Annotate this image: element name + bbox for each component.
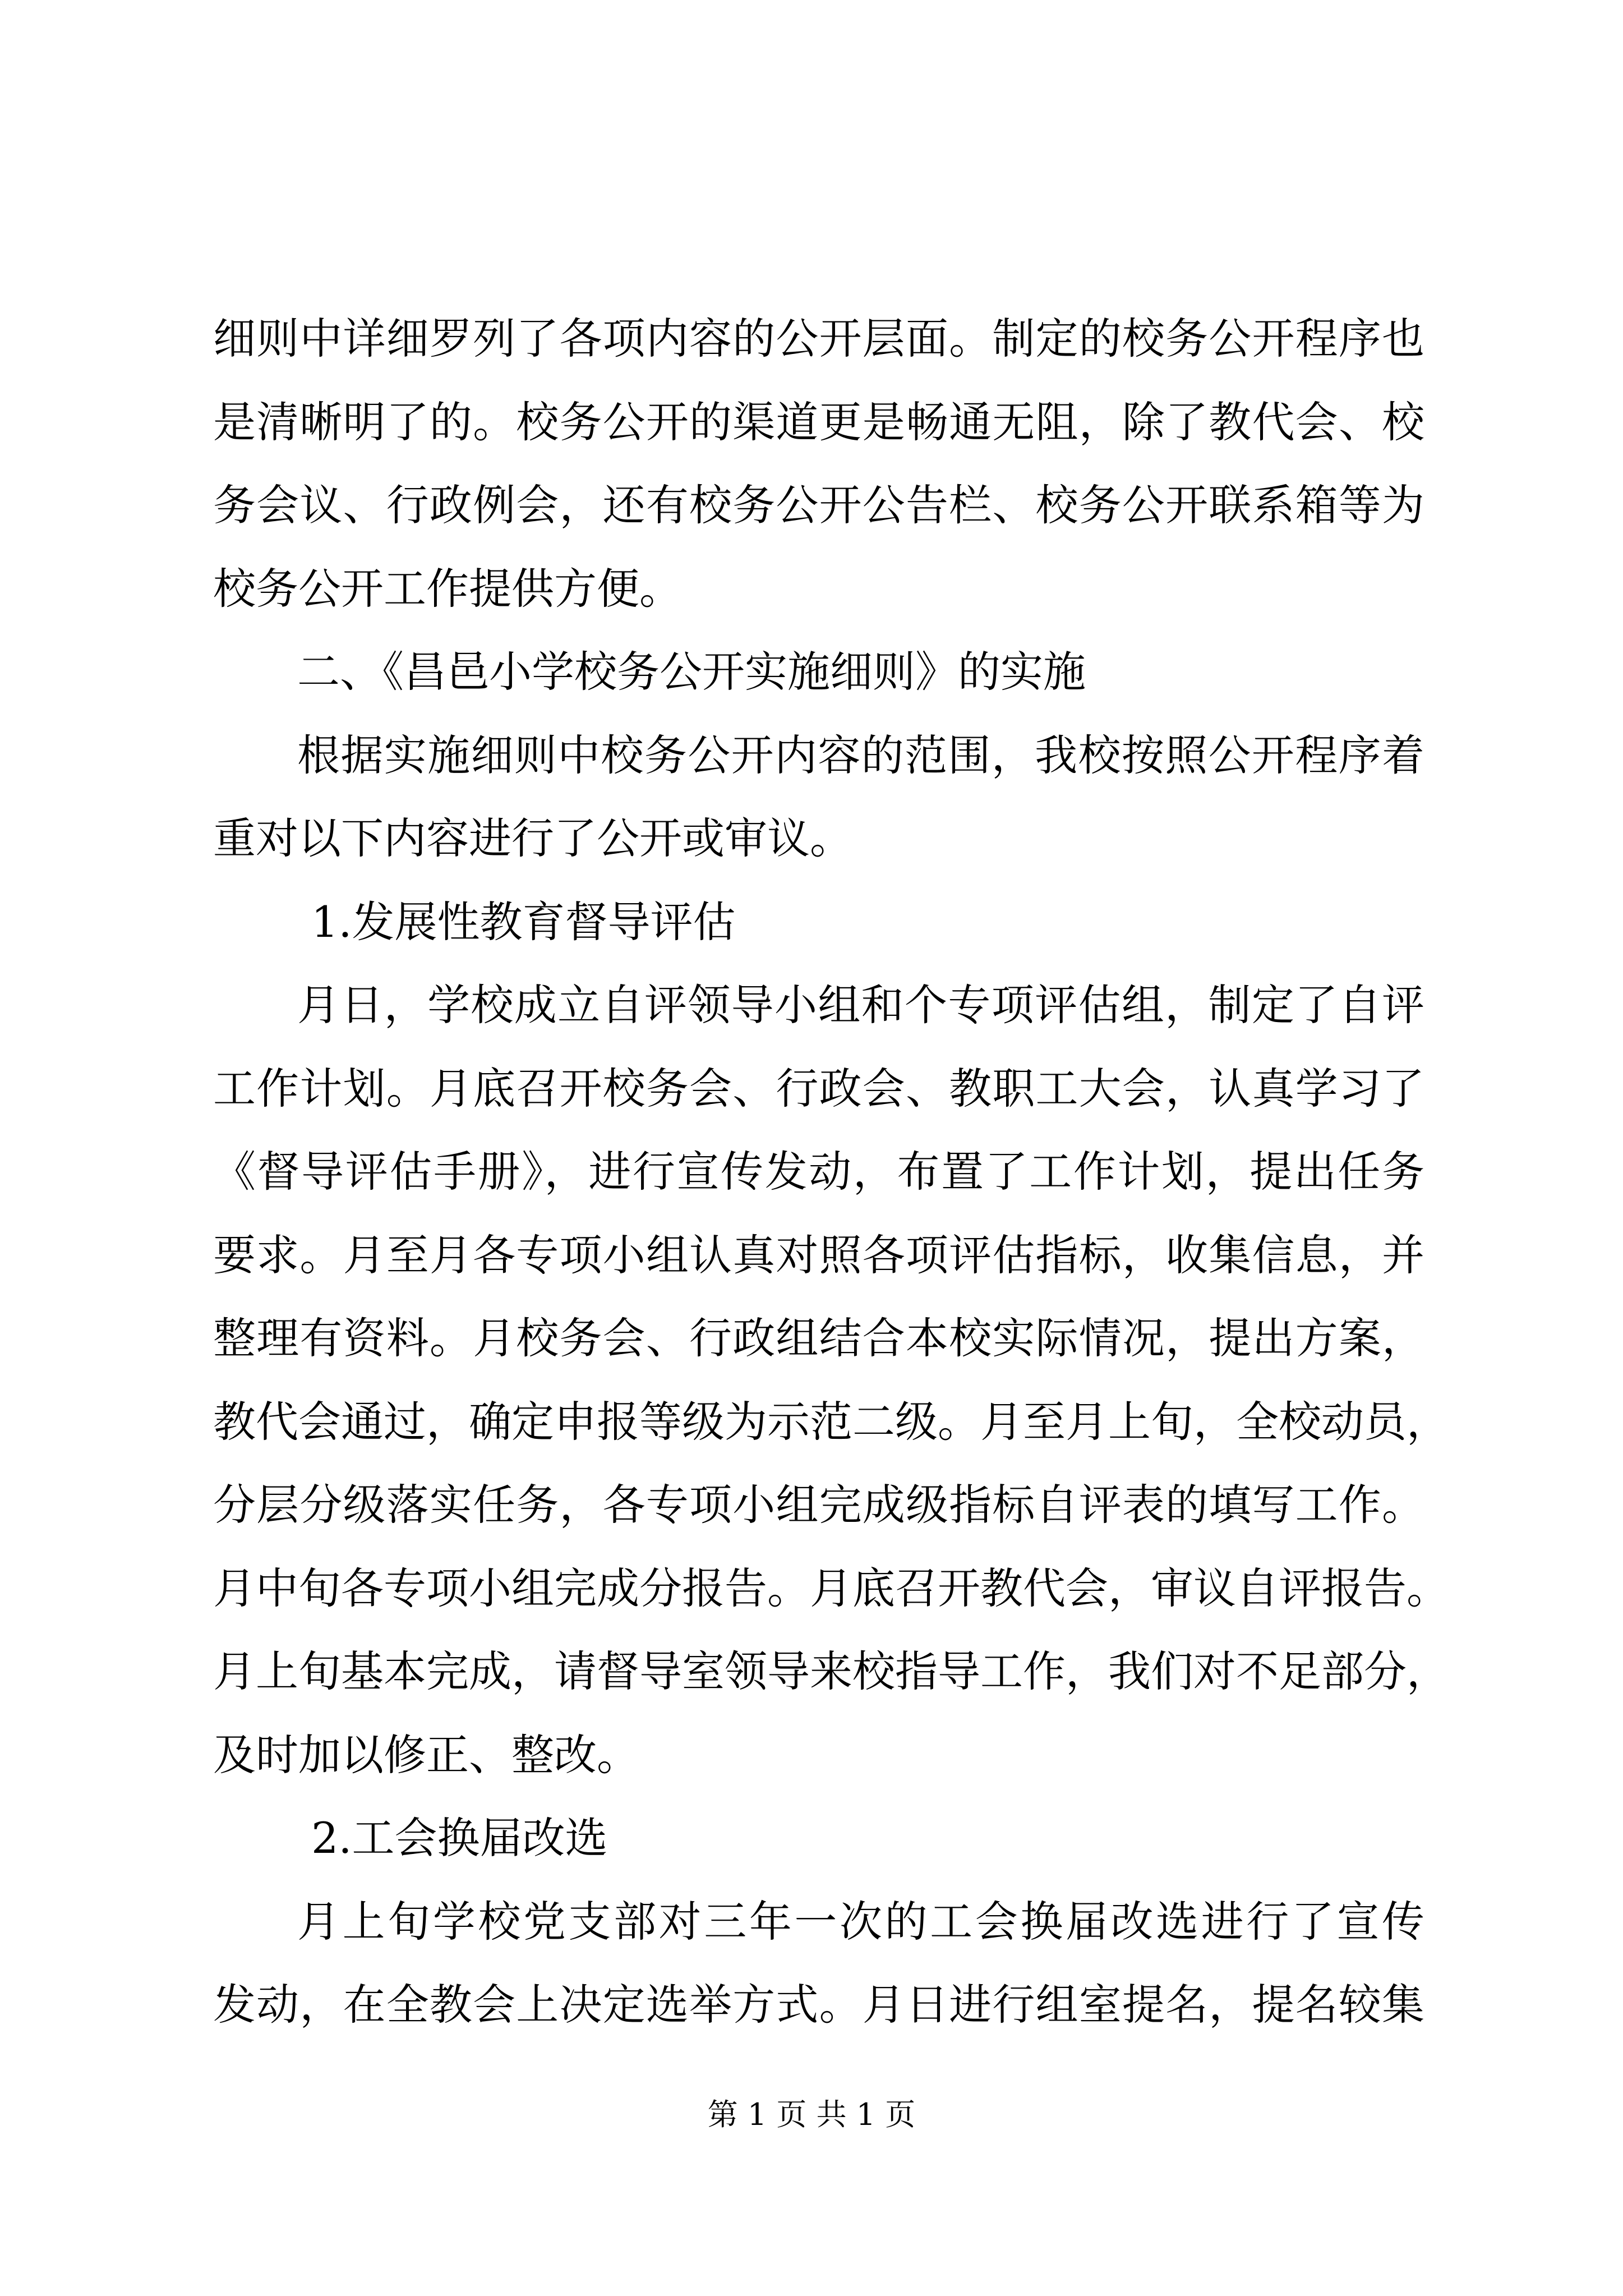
paragraph-line: 务会议、行政例会，还有校务公开公告栏、校务公开联系箱等为	[213, 480, 1424, 530]
paragraph-line: 月日，学校成立自评领导小组和个专项评估组，制定了自评	[297, 980, 1424, 1030]
paragraph-line: 分层分级落实任务，各专项小组完成级指标自评表的填写工作。	[213, 1480, 1424, 1530]
subsection-heading: 2.工会换届改选	[311, 1813, 608, 1863]
paragraph-line: 月上旬学校党支部对三年一次的工会换届改选进行了宣传	[297, 1896, 1424, 1947]
paragraph-line: 月上旬基本完成，请督导室领导来校指导工作，我们对不足部分，	[213, 1646, 1449, 1696]
paragraph-line: 整理有资料。月校务会、行政组结合本校实际情况，提出方案，	[213, 1313, 1424, 1363]
paragraph-line: 校务公开工作提供方便。	[213, 563, 682, 614]
paragraph-line: 月中旬各专项小组完成分报告。月底召开教代会，审议自评报告。	[213, 1563, 1449, 1613]
paragraph-line: 细则中详细罗列了各项内容的公开层面。制定的校务公开程序也	[213, 314, 1424, 364]
paragraph-line: 教代会通过，确定申报等级为示范二级。月至月上旬，全校动员，	[213, 1396, 1449, 1447]
paragraph-line: 要求。月至月各专项小组认真对照各项评估指标，收集信息，并	[213, 1230, 1424, 1280]
page-footer: 第 1 页 共 1 页	[707, 2097, 916, 2132]
paragraph-line: 发动，在全教会上决定选举方式。月日进行组室提名，提名较集	[213, 1980, 1424, 2030]
paragraph-line: 工作计划。月底召开校务会、行政会、教职工大会，认真学习了	[213, 1063, 1424, 1114]
paragraph-line: 《督导评估手册》，进行宣传发动，布置了工作计划，提出任务	[213, 1147, 1424, 1197]
paragraph-line: 是清晰明了的。校务公开的渠道更是畅通无阻，除了教代会、校	[213, 397, 1424, 447]
subsection-heading: 1.发展性教育督导评估	[311, 896, 736, 947]
paragraph-line: 重对以下内容进行了公开或审议。	[213, 813, 852, 863]
paragraph-line: 及时加以修正、整改。	[213, 1729, 639, 1780]
section-heading: 二、《昌邑小学校务公开实施细则》的实施	[297, 647, 1086, 697]
paragraph-line: 根据实施细则中校务公开内容的范围，我校按照公开程序着	[297, 730, 1424, 780]
document-body	[213, 297, 1449, 2047]
